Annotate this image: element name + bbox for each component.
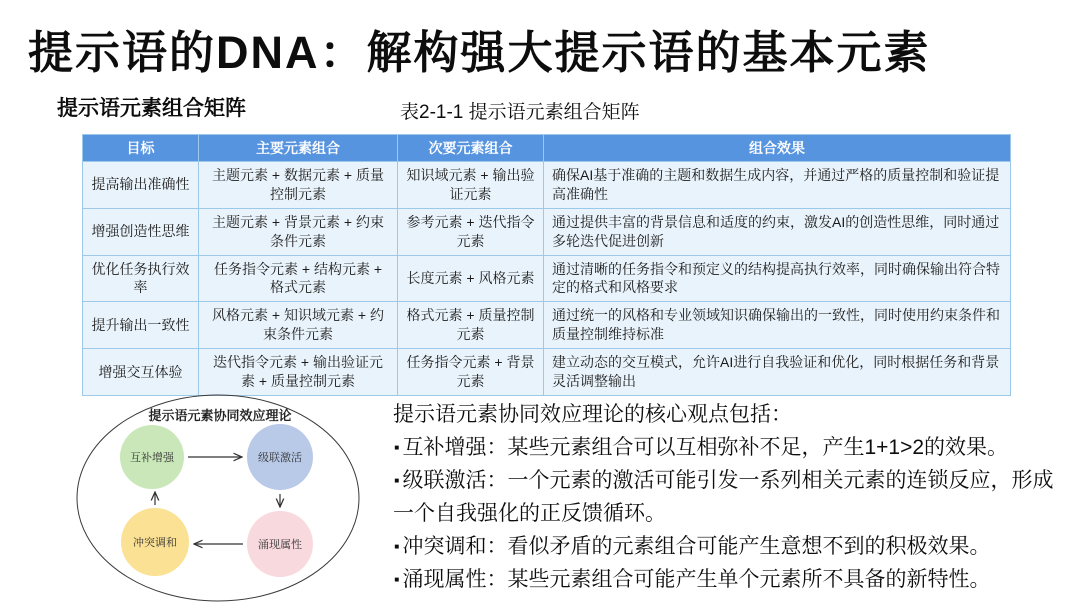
list-item [393,431,1071,464]
cell-effect: 建立动态的交互模式，允许AI进行自我验证和优化，同时根据任务和背景灵活调整输出 [544,349,1011,396]
note-text: 涌现属性：某些元素组合可能产生单个元素所不具备的新特性。 [402,568,991,591]
bullet-icon: ▪ [393,438,400,457]
section-label: 提示语元素组合矩阵 [57,97,246,120]
column-header-goal: 目标 [83,135,199,162]
bullet-icon: ▪ [393,471,400,490]
table-row [83,255,1011,302]
bullet-icon: ▪ [393,570,400,589]
notes-heading: 提示语元素协同效应理论的核心观点包括： [393,403,792,426]
cell-primary: 迭代指令元素 + 输出验证元素 + 质量控制元素 [199,349,398,396]
synergy-cycle-diagram [58,391,370,605]
synergy-notes [393,398,1071,596]
list-item [393,563,1071,596]
column-header-primary: 主要元素组合 [199,135,398,162]
table-row [83,349,1011,396]
cell-secondary: 知识域元素 + 输出验证元素 [398,162,544,209]
table-header-row [83,135,1011,162]
cell-primary: 主题元素 + 数据元素 + 质量控制元素 [199,162,398,209]
cell-secondary: 参考元素 + 迭代指令元素 [398,208,544,255]
node-conflict-label: 冲突调和 [133,537,177,549]
table-caption: 表2-1-1 提示语元素组合矩阵 [400,102,640,123]
note-text: 级联激活：一个元素的激活可能引发一系列相关元素的连锁反应，形成一个自我强化的正反馈循环。 [393,469,1054,525]
note-text: 互补增强：某些元素组合可以互相弥补不足，产生1+1>2的效果。 [402,436,1009,459]
column-header-effect: 组合效果 [544,135,1011,162]
cell-goal: 提升输出一致性 [83,302,199,349]
list-item [393,530,1071,563]
element-matrix-table [82,134,1011,396]
cell-primary: 主题元素 + 背景元素 + 约束条件元素 [199,208,398,255]
cell-goal: 增强交互体验 [83,349,199,396]
cell-secondary: 任务指令元素 + 背景元素 [398,349,544,396]
cell-primary: 任务指令元素 + 结构元素 + 格式元素 [199,255,398,302]
cell-goal: 增强创造性思维 [83,208,199,255]
cell-goal: 优化任务执行效率 [83,255,199,302]
page-title: 提示语的DNA：解构强大提示语的基本元素 [28,27,931,78]
table-row [83,302,1011,349]
cell-effect: 通过提供丰富的背景信息和适度的约束，激发AI的创造性思维，同时通过多轮迭代促进创新 [544,208,1011,255]
bullet-icon: ▪ [393,537,400,556]
cell-primary: 风格元素 + 知识域元素 + 约束条件元素 [199,302,398,349]
cell-secondary: 长度元素 + 风格元素 [398,255,544,302]
node-cascade-label: 级联激活 [258,452,302,464]
cell-effect: 通过统一的风格和专业领域知识确保输出的一致性，同时使用约束条件和质量控制维持标准 [544,302,1011,349]
diagram-title: 提示语元素协同效应理论 [148,408,292,423]
cell-goal: 提高输出准确性 [83,162,199,209]
node-emergent-label: 涌现属性 [258,539,302,551]
column-header-secondary: 次要元素组合 [398,135,544,162]
list-item [393,464,1071,530]
synergy-boundary-ellipse [77,395,359,601]
cell-effect: 通过清晰的任务指令和预定义的结构提高执行效率，同时确保输出符合特定的格式和风格要求 [544,255,1011,302]
table-row [83,162,1011,209]
note-text: 冲突调和：看似矛盾的元素组合可能产生意想不到的积极效果。 [402,535,991,558]
table-row [83,208,1011,255]
node-complementary-label: 互补增强 [130,452,174,464]
cell-effect: 确保AI基于准确的主题和数据生成内容，并通过严格的质量控制和验证提高准确性 [544,162,1011,209]
cell-secondary: 格式元素 + 质量控制元素 [398,302,544,349]
